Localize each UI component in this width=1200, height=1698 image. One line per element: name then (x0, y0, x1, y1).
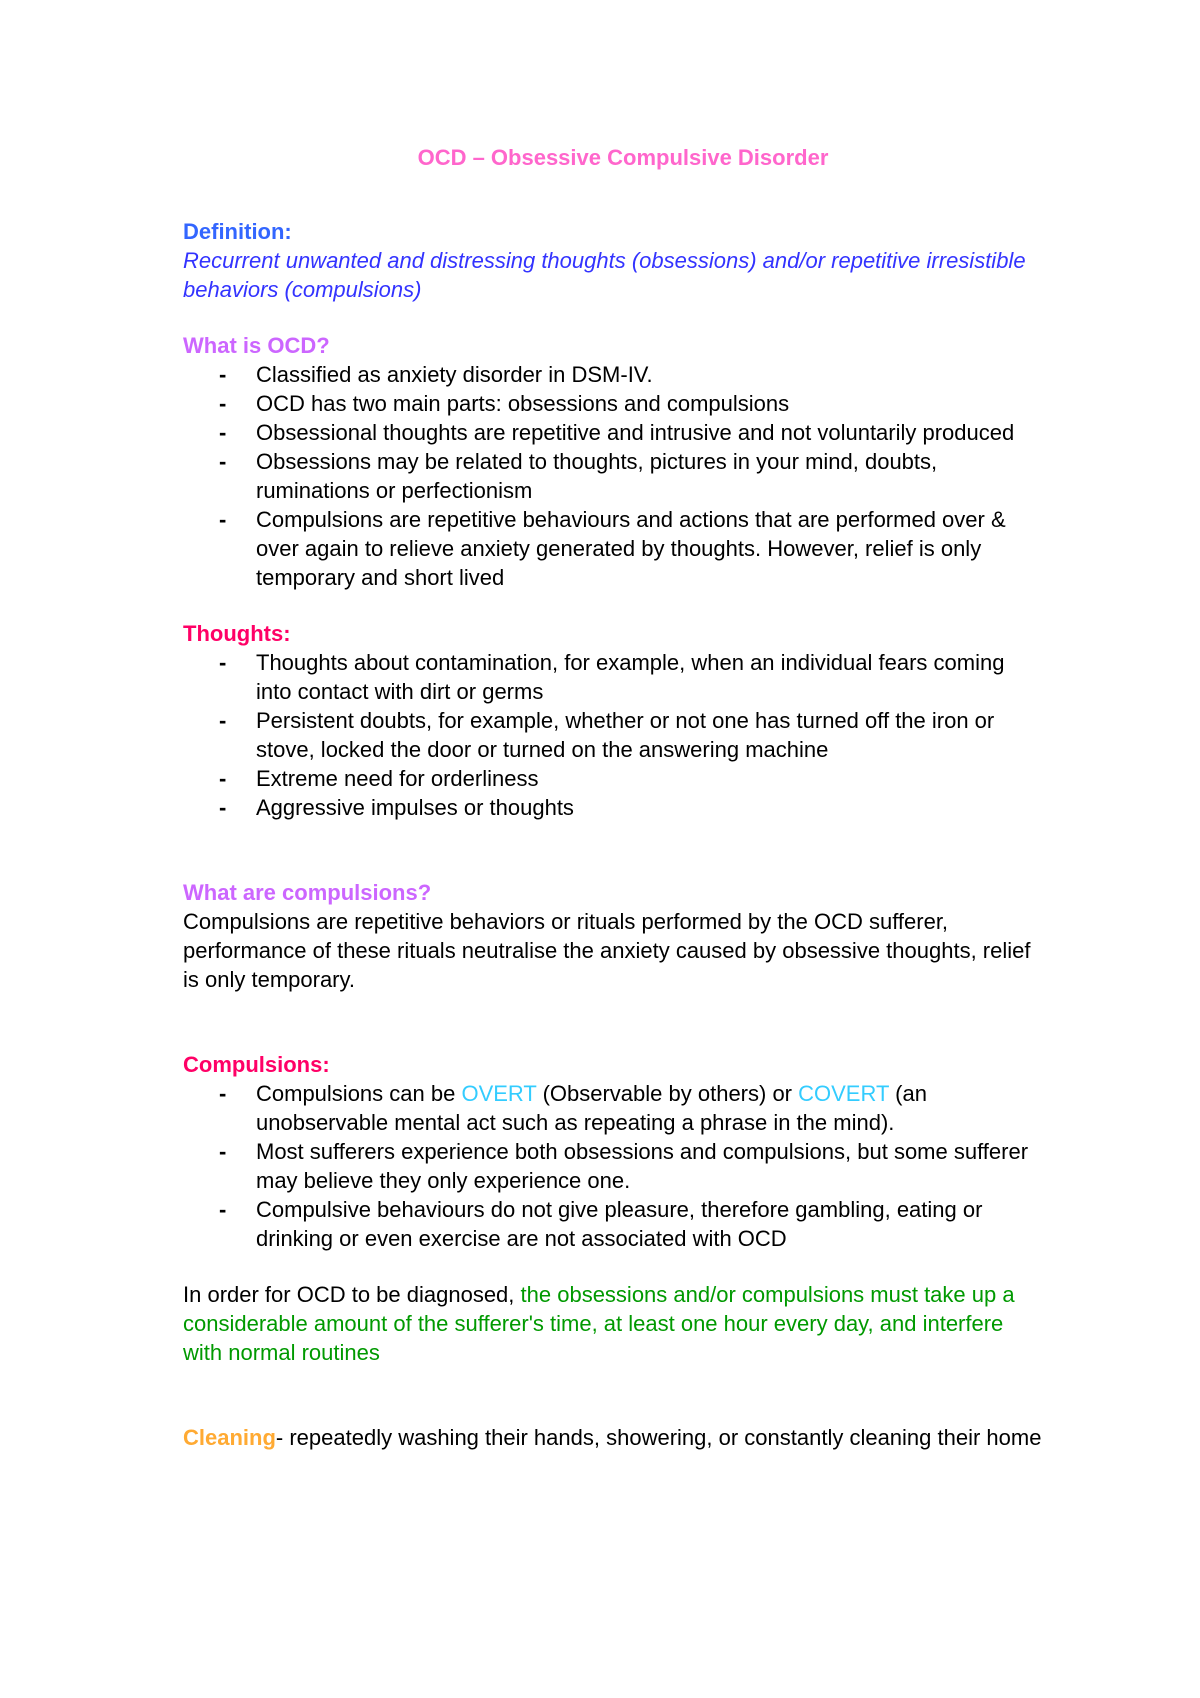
list-item: - Compulsions are repetitive behaviours and actions that are performed over & over again to relieve anxiety generated by thoughts. However, relief is only temporary and short lived (183, 505, 1043, 592)
list-item: - Obsessions may be related to thoughts, pictures in your mind, doubts, ruminations or perfectionism (183, 447, 1043, 505)
diagnosis-highlight: the obsessions and/or compulsions must take up a considerable amount of the sufferer's time, at least one hour every day, and interfere with normal routines (183, 1282, 1015, 1365)
overt-covert-pre: Compulsions can be (256, 1081, 462, 1106)
thoughts-heading: Thoughts: (183, 621, 291, 646)
compulsions-section (183, 1050, 1043, 1253)
compulsions-list (183, 1079, 1043, 1253)
definition-text: Recurrent unwanted and distressing thoughts (obsessions) and/or repetitive irresistible behaviors (compulsions) (183, 248, 1026, 302)
list-item: - Persistent doubts, for example, whether or not one has turned off the iron or stove, locked the door or turned on the answering machine (183, 706, 1043, 764)
what-is-ocd-list (183, 360, 1043, 592)
diagnosis-paragraph (183, 1280, 1043, 1367)
definition-heading: Definition: (183, 219, 292, 244)
definition-section (183, 217, 1043, 304)
thoughts-list (183, 648, 1043, 822)
overt-covert-post: (an unobservable mental act such as repeating a phrase in the mind). (256, 1081, 927, 1135)
list-item: - Classified as anxiety disorder in DSM-IV. (183, 360, 1043, 389)
list-item: - Thoughts about contamination, for example, when an individual fears coming into contact with dirt or germs (183, 648, 1043, 706)
document-title: OCD – Obsessive Compulsive Disorder (417, 145, 829, 170)
overt-term: OVERT (461, 1081, 537, 1106)
thoughts-section (183, 619, 1043, 822)
compulsions-heading: Compulsions: (183, 1052, 330, 1077)
list-item: - Extreme need for orderliness (183, 764, 1043, 793)
diagnosis-pre: In order for OCD to be diagnosed, (183, 1282, 521, 1307)
cleaning-label: Cleaning (183, 1425, 276, 1450)
cleaning-paragraph (183, 1423, 1043, 1452)
list-item: - Obsessional thoughts are repetitive and intrusive and not voluntarily produced (183, 418, 1043, 447)
what-are-compulsions-heading: What are compulsions? (183, 880, 432, 905)
list-item: - Most sufferers experience both obsessions and compulsions, but some sufferer may believe they only experience one. (183, 1137, 1043, 1195)
cleaning-text: - repeatedly washing their hands, showering, or constantly cleaning their home (275, 1425, 1042, 1450)
list-item: - OCD has two main parts: obsessions and compulsions (183, 389, 1043, 418)
what-are-compulsions-text: Compulsions are repetitive behaviors or rituals performed by the OCD sufferer, performance of these rituals neutralise the anxiety caused by obsessive thoughts, relief is only temporary. (183, 909, 1031, 992)
what-is-ocd-heading: What is OCD? (183, 333, 330, 358)
list-item: - Compulsive behaviours do not give pleasure, therefore gambling, eating or drinking or even exercise are not associated with OCD (183, 1195, 1043, 1253)
what-is-ocd-section (183, 331, 1043, 592)
list-item: - Aggressive impulses or thoughts (183, 793, 1043, 822)
overt-covert-mid: (Observable by others) or (536, 1081, 799, 1106)
covert-term: COVERT (798, 1081, 890, 1106)
document-page (183, 143, 1043, 1452)
what-are-compulsions-section (183, 878, 1043, 994)
list-item (183, 1079, 1043, 1137)
